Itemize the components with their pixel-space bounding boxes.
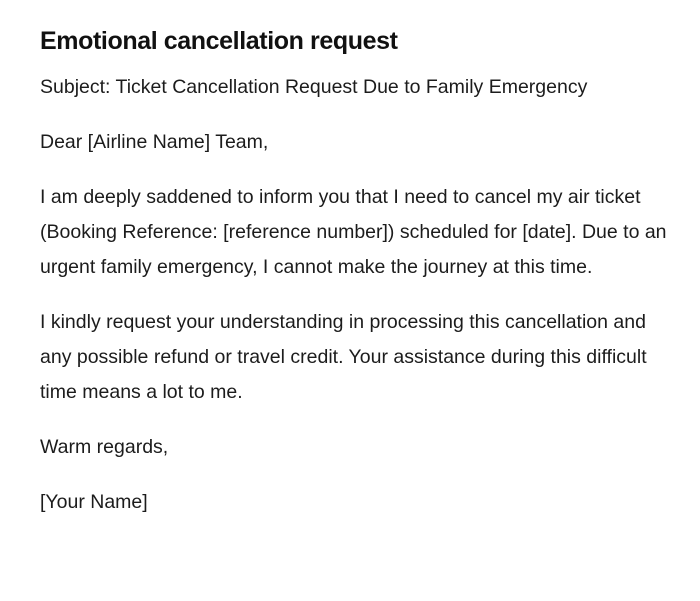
letter-document: [40, 24, 670, 520]
page-title: Emotional cancellation request: [40, 27, 398, 55]
body-paragraph-1: I am deeply saddened to inform you that I need to cancel my air ticket (Booking Reference: [reference number]) scheduled for [date]. Due to an urgent family emergency, I cannot make the journey at this time.: [40, 186, 667, 278]
subject-line: Subject: Ticket Cancellation Request Due to Family Emergency: [40, 76, 588, 98]
signature: [Your Name]: [40, 491, 148, 513]
body-paragraph-2: I kindly request your understanding in processing this cancellation and any possible refund or travel credit. Your assistance during this difficult time means a lot to me.: [40, 311, 647, 403]
greeting: Dear [Airline Name] Team,: [40, 131, 269, 153]
closing-line: Warm regards,: [40, 436, 169, 458]
